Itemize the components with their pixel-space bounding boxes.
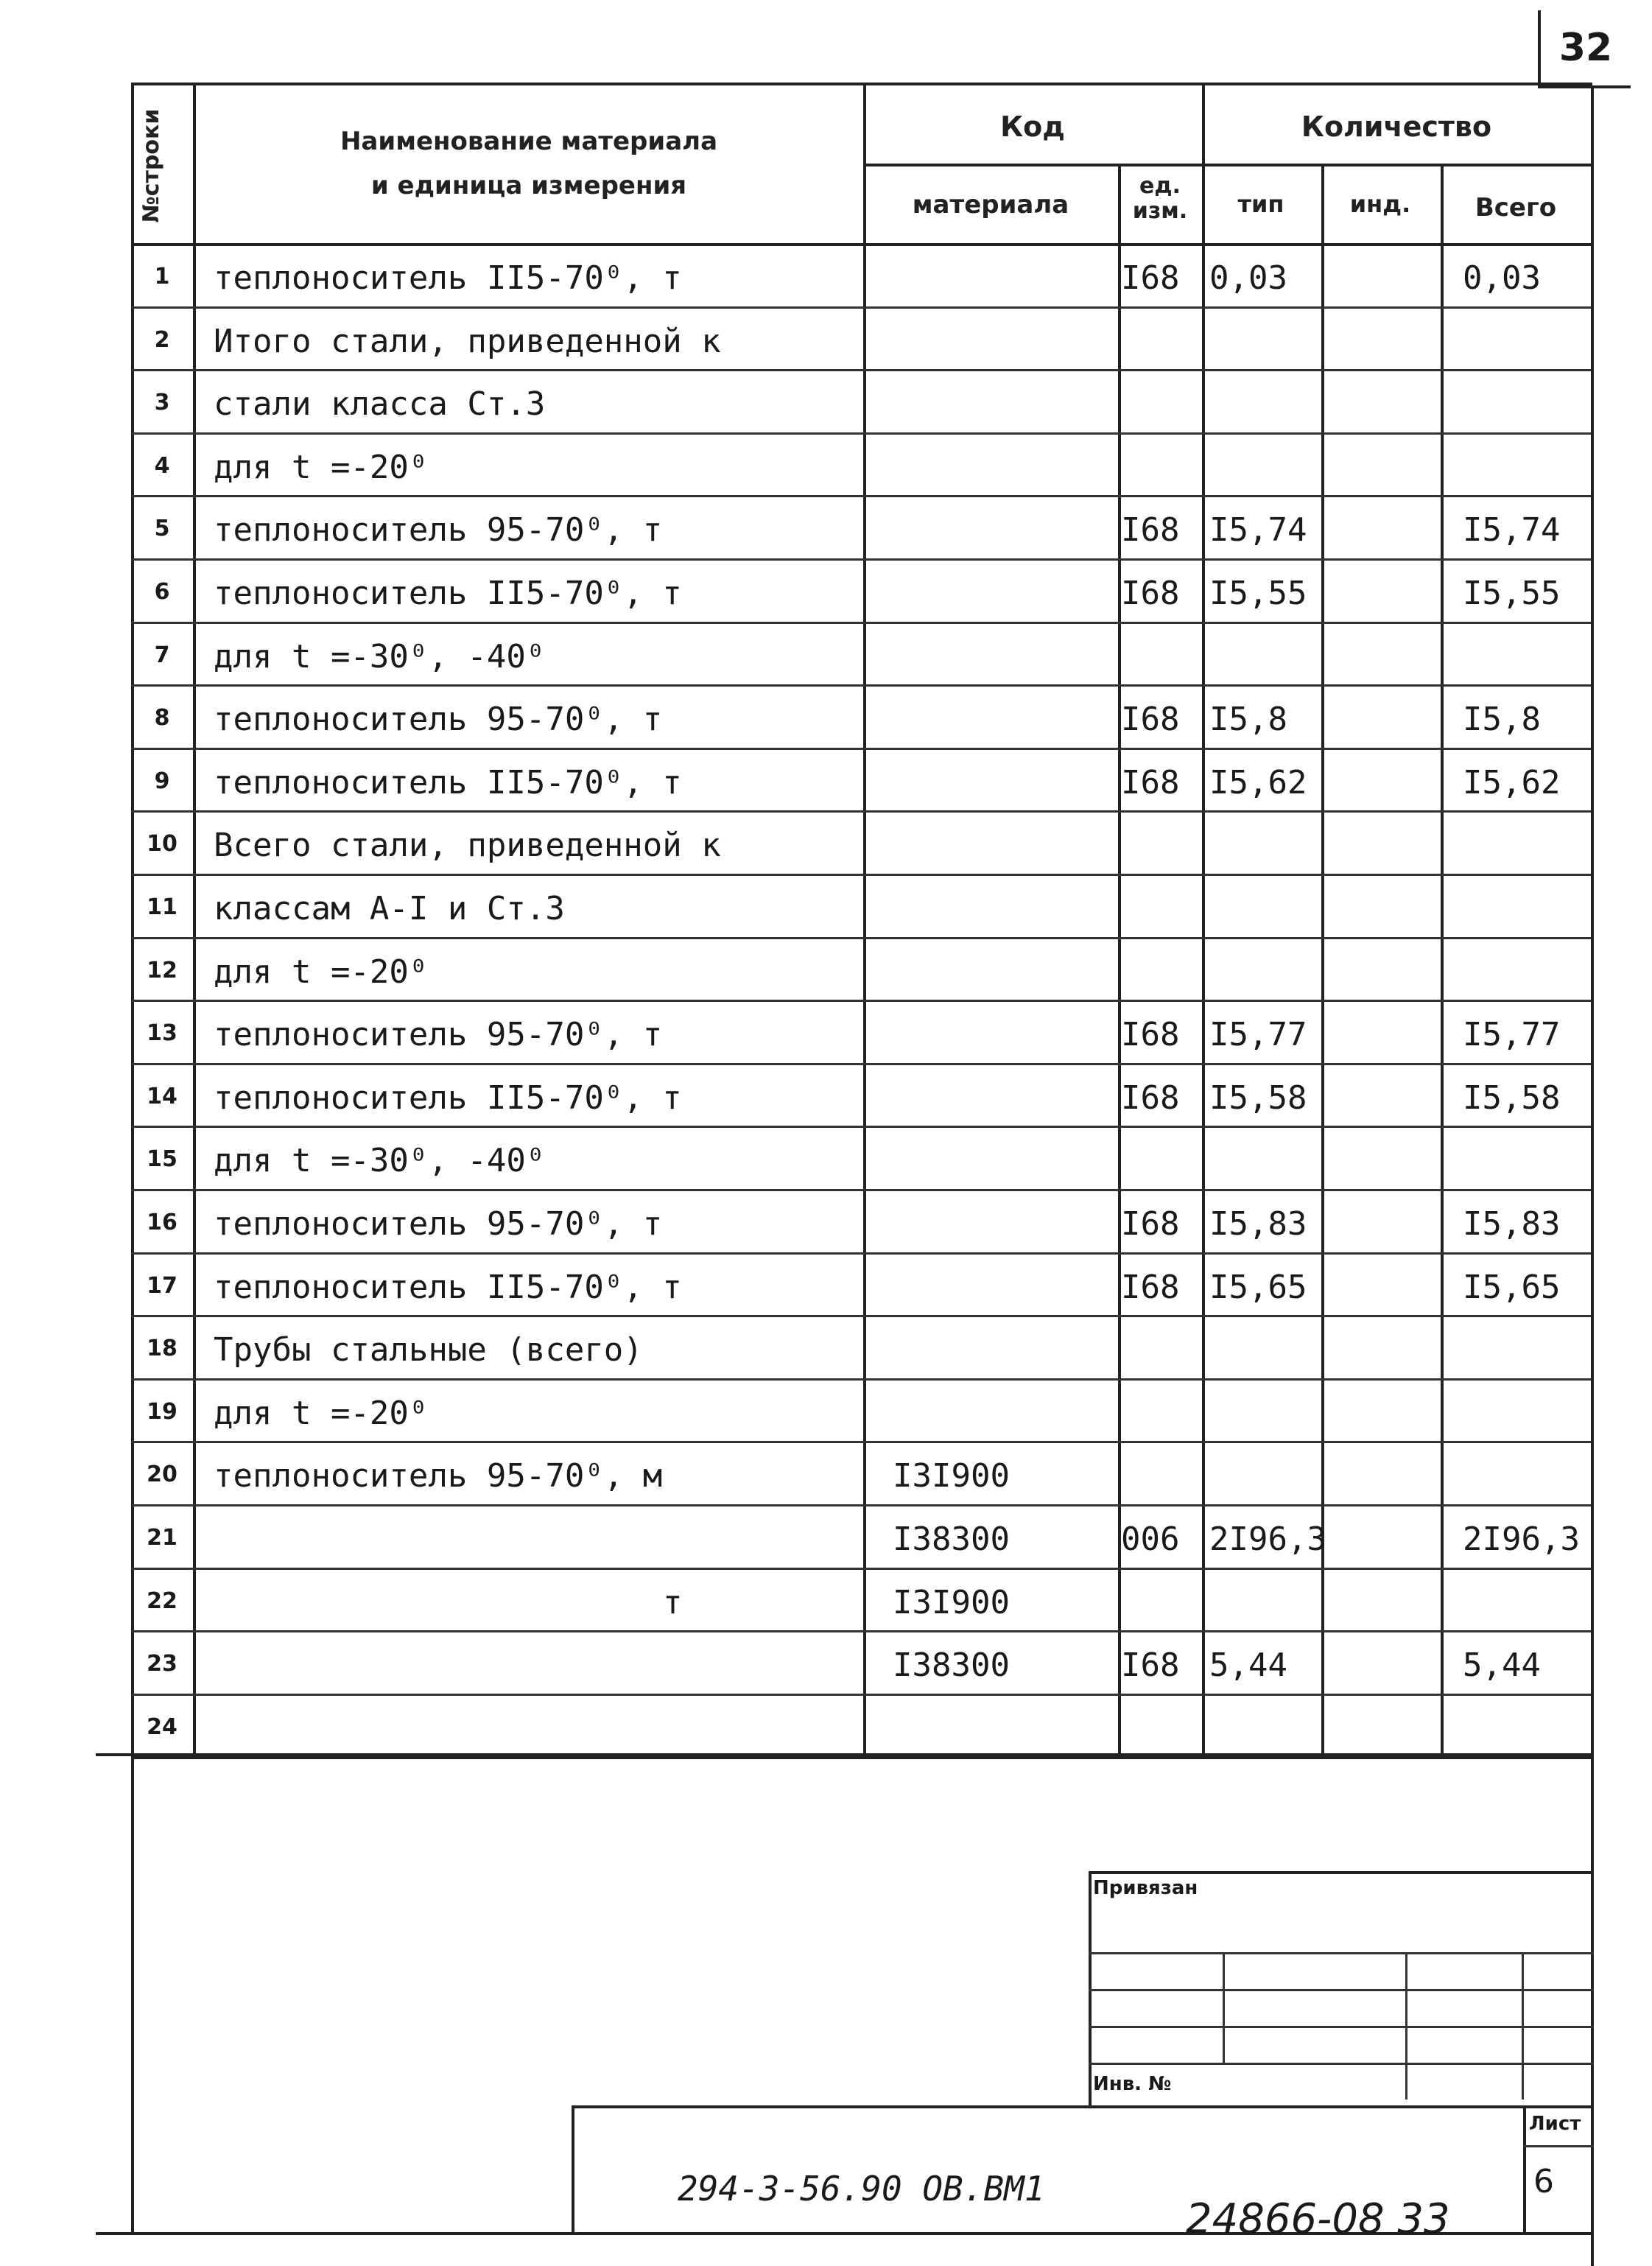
row-number: 13 [147,1020,177,1046]
title-block-left [572,2105,574,2232]
quantity-type: I5,77 [1209,1016,1307,1053]
stamp-block-top [1089,1871,1594,1874]
row-number: 20 [147,1462,177,1487]
quantity-total: I5,55 [1463,575,1561,612]
material-name: т [663,1584,683,1621]
quantity-type: I5,8 [1209,701,1287,738]
row-line [131,306,1591,309]
quantity-total: 2I96,3 [1463,1520,1580,1558]
material-name: теплоноситель 95-70⁰, т [214,1205,663,1243]
row-number: 8 [154,705,170,731]
row-number: 3 [154,390,170,415]
quantity-total: 5,44 [1463,1646,1541,1684]
quantity-type: 5,44 [1209,1646,1287,1684]
unit-code: I68 [1121,575,1180,612]
unit-code: I68 [1121,1646,1180,1684]
row-line [131,684,1591,687]
header-individual: инд. [1349,190,1411,218]
stamp-grid-line [1223,1952,1225,2063]
stamp-grid-line [1089,1989,1594,1991]
page-number: 32 [1538,10,1631,88]
row-number: 9 [154,768,170,794]
material-name: для t =-20⁰ [214,953,429,991]
row-line [131,1252,1591,1255]
column-line [1321,164,1324,1756]
row-number: 14 [147,1084,177,1109]
row-line [131,1756,1591,1759]
material-name: для t =-20⁰ [214,1395,429,1432]
stamp-grid-line [1405,1952,1407,2100]
unit-code: I68 [1121,511,1180,549]
sheet-cell-left [1523,2105,1526,2232]
unit-code: I68 [1121,1079,1180,1117]
row-number: 24 [147,1714,177,1740]
row-line [131,558,1591,561]
header-unit: ед. изм. [1132,173,1188,224]
row-line [131,1630,1591,1632]
row-line [131,937,1591,939]
row-line [131,810,1591,813]
unit-code: I68 [1121,259,1180,297]
row-line [131,1189,1591,1191]
row-number: 6 [154,579,170,605]
sheet-number: 6 [1533,2163,1554,2200]
quantity-type: 0,03 [1209,259,1287,297]
row-number: 22 [147,1588,177,1614]
quantity-type: I5,65 [1209,1269,1307,1306]
quantity-total: 0,03 [1463,259,1541,297]
material-name: для t =-20⁰ [214,449,429,486]
material-name: теплоноситель II5-70⁰, т [214,1269,682,1306]
row-line [131,432,1591,435]
column-line [1118,164,1121,1756]
unit-code: I68 [1121,1205,1180,1243]
quantity-type: I5,62 [1209,764,1307,801]
header-quantity: Количество [1301,111,1492,143]
frame-top-line [131,83,1592,85]
quantity-total: I5,58 [1463,1079,1561,1117]
quantity-total: I5,77 [1463,1016,1561,1053]
material-name: теплоноситель 95-70⁰, т [214,511,663,549]
row-line [131,369,1591,371]
row-line [131,622,1591,624]
quantity-total: I5,62 [1463,764,1561,801]
row-line [131,1441,1591,1443]
row-number: 1 [154,264,170,290]
header-name-line2: и единица измерения [370,171,687,200]
material-name: Всего стали, приведенной к [214,827,721,864]
material-name: теплоноситель 95-70⁰, м [214,1457,663,1495]
material-name: теплоноситель II5-70⁰, т [214,575,682,612]
row-line [131,495,1591,497]
stamp-grid-line [1089,2063,1594,2065]
material-name: теплоноситель II5-70⁰, т [214,764,682,801]
material-code: I38300 [893,1646,1010,1684]
material-code: I38300 [893,1520,1010,1558]
material-name: для t =-30⁰, -40⁰ [214,1142,546,1179]
row-line [131,1504,1591,1506]
material-name: классам А-I и Ст.3 [214,890,565,927]
row-line [131,1063,1591,1065]
document-code: 294-3-56.90 ОВ.ВМ1 [678,2169,1045,2209]
row-number: 4 [154,453,170,479]
unit-code: I68 [1121,1269,1180,1306]
row-line [131,1378,1591,1381]
row-number: 2 [154,327,170,353]
row-number: 10 [147,831,177,857]
quantity-type: I5,58 [1209,1079,1307,1117]
frame-right-line [1591,85,1594,2266]
row-number: 11 [147,894,177,920]
row-number: 21 [147,1525,177,1551]
quantity-type: I5,83 [1209,1205,1307,1243]
row-number: 18 [147,1336,177,1361]
material-name: теплоноситель 95-70⁰, т [214,701,663,738]
row-number: 19 [147,1399,177,1425]
sheet-cell-divider [1523,2145,1594,2147]
row-number: 15 [147,1146,177,1172]
header-bottom-line [131,243,1591,246]
row-number: 7 [154,642,170,668]
row-line [131,874,1591,876]
header-divider [863,164,1591,166]
stamp-top-line [96,1753,1594,1756]
row-line [131,1000,1591,1002]
stamp-grid-line [1089,2026,1594,2028]
material-code: I3I900 [893,1584,1010,1621]
row-number: 17 [147,1273,177,1299]
row-line [131,748,1591,750]
row-number: 12 [147,958,177,983]
unit-code: I68 [1121,1016,1180,1053]
header-code: Код [1000,111,1065,143]
material-name: для t =-30⁰, -40⁰ [214,638,546,676]
header-row-no: №строки [138,108,164,223]
row-line [131,1315,1591,1317]
sheet-label: Лист [1529,2113,1581,2135]
row-number: 23 [147,1651,177,1677]
quantity-total: I5,8 [1463,701,1541,738]
row-number: 16 [147,1210,177,1235]
row-line [131,1126,1591,1128]
header-material: материала [912,190,1069,220]
quantity-total: I5,74 [1463,511,1561,549]
quantity-type: 2I96,3 [1209,1520,1326,1558]
stamp-grid-line [1522,1952,1524,2100]
header-name-line1: Наименование материала [340,127,718,156]
material-name: теплоноситель II5-70⁰, т [214,1079,682,1117]
quantity-total: I5,65 [1463,1269,1561,1306]
row-line [131,1568,1591,1570]
unit-code: 006 [1121,1520,1180,1558]
material-name: стали класса Ст.3 [214,385,546,423]
title-block-top [572,2105,1594,2108]
material-code: I3I900 [893,1457,1010,1495]
unit-code: I68 [1121,701,1180,738]
quantity-type: I5,74 [1209,511,1307,549]
row-line [131,1694,1591,1696]
header-type: тип [1237,190,1284,218]
material-name: теплоноситель II5-70⁰, т [214,259,682,297]
stamp-grid-line [1089,1952,1594,1954]
material-name: Трубы стальные (всего) [214,1331,643,1369]
header-total: Всего [1475,193,1557,222]
archive-number: 24866-08 33 [1186,2195,1450,2243]
stamp-inv-label: Инв. № [1093,2073,1172,2095]
material-name: Итого стали, приведенной к [214,323,721,360]
quantity-total: I5,83 [1463,1205,1561,1243]
quantity-type: I5,55 [1209,575,1307,612]
column-line [1441,164,1444,1756]
row-number: 5 [154,516,170,541]
stamp-linked-label: Привязан [1093,1877,1198,1899]
material-name: теплоноситель 95-70⁰, т [214,1016,663,1053]
unit-code: I68 [1121,764,1180,801]
